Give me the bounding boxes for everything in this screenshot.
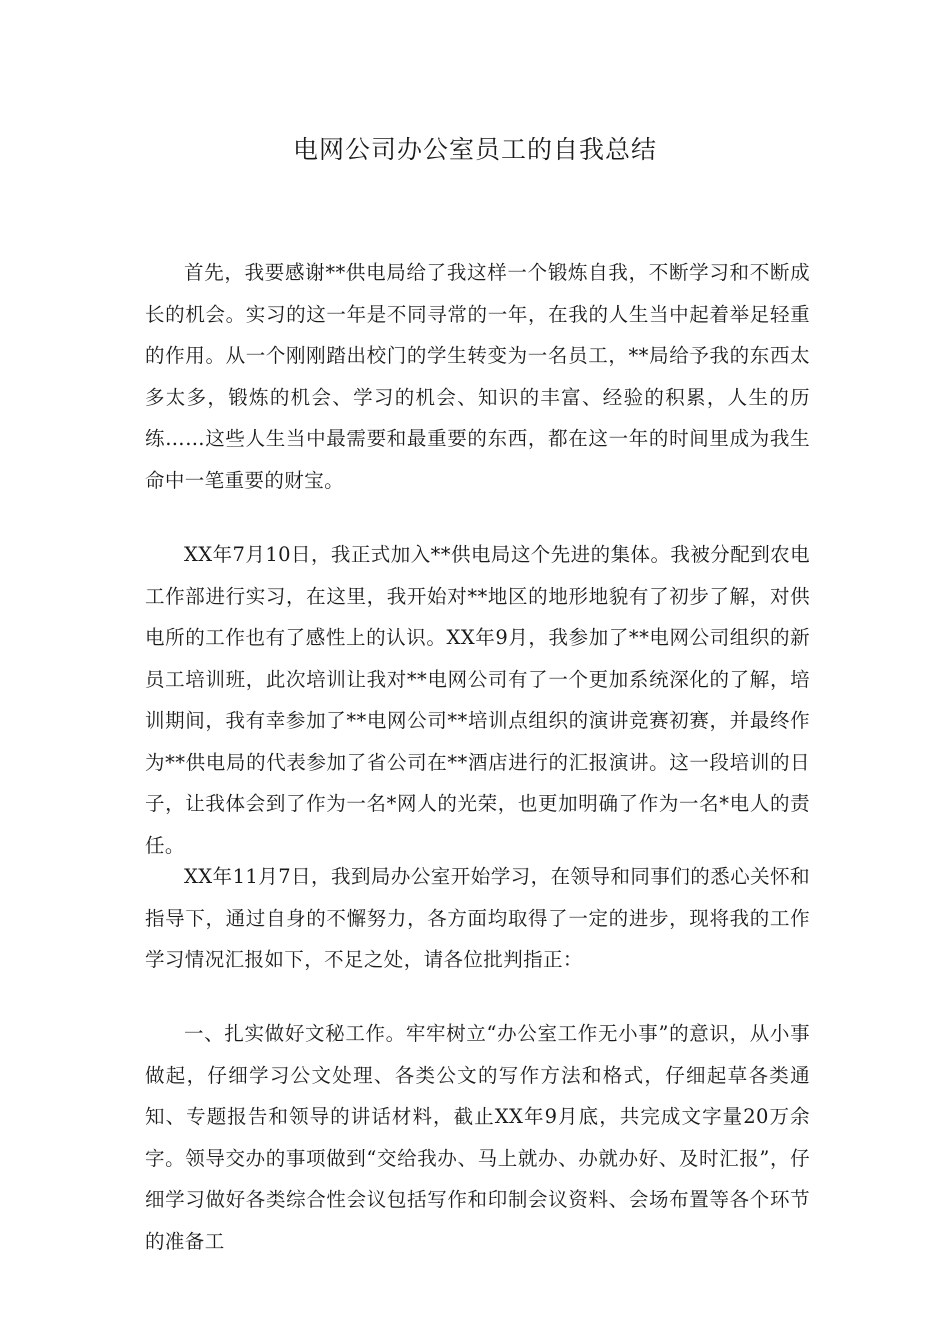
paragraph-section-one: 一、扎实做好文秘工作。牢牢树立“办公室工作无小事”的意识，从小事做起，仔细学习公文处理、各类公文的写作方法和格式，仔细起草各类通知、专题报告和领导的讲话材料，截止XX年9月底，共完成文字量20万余字。领导交办的事项做到“交给我办、马上就办、办就办好、及时汇报”，仔细学习做好各类综合性会议包括写作和印制会议资料、会场布置等各个环节的准备工 [145, 1022, 810, 1253]
paragraph-joining: XX年7月10日，我正式加入**供电局这个先进的集体。我被分配到农电工作部进行实习，在这里，我开始对**地区的地形地貌有了初步了解，对供电所的工作也有了感性上的认识。XX年9月，我参加了**电网公司组织的新员工培训班，此次培训让我对**电网公司有了一个更加系统深化的了解，培训期间，我有幸参加了**电网公司**培训点组织的演讲竞赛初赛，并最终作为**供电局的代表参加了省公司在**酒店进行的汇报演讲。这一段培训的日子，让我体会到了作为一名*网人的光荣，也更加明确了作为一名*电人的责任。 [145, 543, 810, 857]
paragraph-office-start: XX年11月7日，我到局办公室开始学习，在领导和同事们的悉心关怀和指导下，通过自身的不懈努力，各方面均取得了一定的进步，现将我的工作学习情况汇报如下，不足之处，请各位批判指正： [145, 865, 810, 971]
document-title: 电网公司办公室员工的自我总结 [292, 135, 657, 164]
paragraph-intro: 首先，我要感谢**供电局给了我这样一个锻炼自我，不断学习和不断成长的机会。实习的这一年是不同寻常的一年，在我的人生当中起着举足轻重的作用。从一个刚刚踏出校门的学生转变为一名员工，**局给予我的东西太多太多，锻炼的机会、学习的机会、知识的丰富、经验的积累，人生的历练……这些人生当中最需要和最重要的东西，都在这一年的时间里成为我生命中一笔重要的财宝。 [145, 261, 810, 492]
